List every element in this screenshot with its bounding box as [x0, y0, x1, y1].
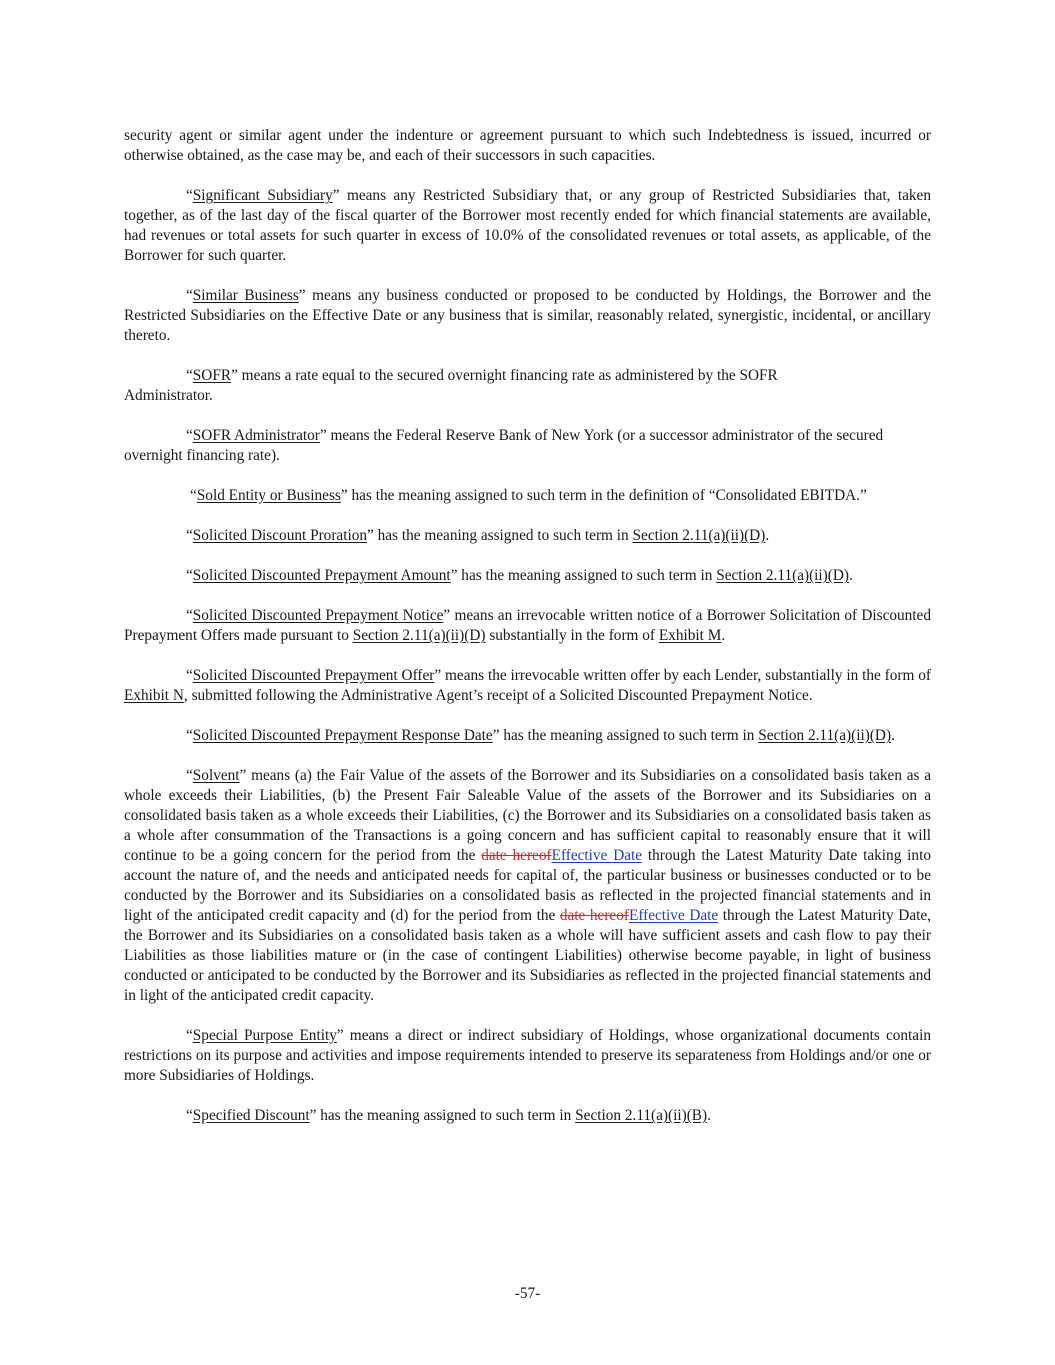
defined-term: Solicited Discount Proration — [192, 527, 367, 544]
defined-term: Solicited Discounted Prepayment Notice — [192, 607, 444, 624]
definition-solicited-discounted-prepayment-response-date — [124, 726, 931, 746]
inserted-text: Effective Date — [628, 907, 719, 924]
definition-solvent — [124, 766, 931, 1006]
definition-solicited-discount-proration — [124, 526, 931, 546]
defined-term: Solicited Discounted Prepayment Response Date — [192, 727, 493, 744]
punctuation: . — [849, 567, 853, 584]
open-quote: “ — [186, 607, 193, 624]
definition-solicited-discounted-prepayment-offer — [124, 666, 931, 706]
open-quote: “ — [186, 567, 193, 584]
open-quote: “ — [186, 527, 193, 544]
definition-sold-entity-or-business — [124, 486, 931, 506]
definition-significant-subsidiary — [124, 186, 931, 266]
definition-text: ” means (a) the Fair Value of the assets of the Borrower and its Subsidiaries on a consolidated basis taken as a whole exceeds their Liabilities, (b) the Present Fair Saleable Value of the assets of the Borrower and its Subsidiaries on a consolidated basis taken as a whole exceeds their Liabilities, (c) the Borrower and its Subsidiaries on a consolidated basis taken as a whole after consummation of the Transactions is a going concern and has sufficient capital to reasonably ensure that it will continue to be a going concern for the period from the — [124, 767, 931, 864]
page-number: -57- — [514, 1285, 541, 1302]
definition-sofr — [124, 366, 931, 406]
definition-text: ” has the meaning assigned to such term in — [450, 567, 717, 584]
definition-text: ” means any business conducted or proposed to be conducted by Holdings, the Borrower and the Restricted Subsidiaries on the Effective Date or any business that is similar, reasonably related, synergistic, incidental, or ancillary thereto. — [124, 287, 932, 344]
open-quote: “ — [186, 727, 193, 744]
definition-text: ” has the meaning assigned to such term in — [367, 527, 633, 544]
definition-text: substantially in the form of — [485, 627, 659, 644]
definition-sofr-administrator — [124, 426, 931, 466]
deleted-text: date hereof — [559, 907, 629, 924]
section-reference-link[interactable]: Section 2.11(a)(ii)(D) — [758, 727, 892, 744]
defined-term: Solicited Discounted Prepayment Amount — [192, 567, 451, 584]
definition-special-purpose-entity — [124, 1026, 931, 1086]
definition-text: ” has the meaning assigned to such term in — [492, 727, 759, 744]
punctuation: . — [891, 727, 895, 744]
exhibit-reference-link[interactable]: Exhibit M — [658, 627, 722, 644]
open-quote: “ — [186, 1027, 193, 1044]
definition-text: through the Latest Maturity Date taking into account the nature of, and the needs and anticipated needs for capital of, the particular business or businesses conducted or to be conducted by the Borrower and its Subsidiaries on a consolidated basis as reflected in the projected financial statements and in light of the anticipated credit capacity and (d) for the period from the — [124, 847, 931, 924]
defined-term: SOFR — [192, 367, 232, 384]
definition-text: ” means any Restricted Subsidiary that, or any group of Restricted Subsidiaries that, taken together, as of the last day of the fiscal quarter of the Borrower most recently ended for which financial statements are available, had revenues or total assets for such quarter in excess of 10.0% of the consolidated revenues or total assets, as applicable, of the Borrower for such quarter. — [124, 187, 931, 264]
defined-term: Solicited Discounted Prepayment Offer — [192, 667, 435, 684]
definition-text: ” has the meaning assigned to such term in the definition of “Consolidated EBITDA.” — [340, 487, 867, 504]
defined-term: Solvent — [192, 767, 240, 784]
section-reference-link[interactable]: Section 2.11(a)(ii)(D) — [632, 527, 766, 544]
definition-text: ” means a direct or indirect subsidiary of Holdings, whose organizational documents contain restrictions on its purpose and activities and impose requirements intended to preserve its separateness from Holdings and/or one or more Subsidiaries of Holdings. — [124, 1027, 931, 1084]
definition-solicited-discounted-prepayment-notice — [124, 606, 931, 646]
punctuation: . — [721, 627, 726, 644]
open-quote: “ — [190, 487, 197, 504]
definition-text: ” means the irrevocable written offer by each Lender, substantially in the form of — [434, 667, 931, 684]
definition-text: ” means the Federal Reserve Bank of New York (or a successor administrator of the secured overnight financing rate). — [124, 427, 884, 464]
definition-specified-discount — [124, 1106, 931, 1126]
definition-text: ” has the meaning assigned to such term in — [309, 1107, 576, 1124]
open-quote: “ — [186, 1107, 193, 1124]
defined-term: Similar Business — [192, 287, 299, 304]
punctuation: . — [765, 527, 770, 544]
section-reference-link[interactable]: Section 2.11(a)(ii)(D) — [716, 567, 850, 584]
open-quote: “ — [186, 187, 193, 204]
open-quote: “ — [186, 667, 193, 684]
document-body — [124, 126, 931, 1146]
paragraph-text: security agent or similar agent under the indenture or agreement pursuant to which such Indebtedness is issued, incurred or otherwise obtained, as the case may be, and each of their successors in such capacities. — [124, 127, 931, 164]
punctuation: . — [707, 1107, 711, 1124]
defined-term: Special Purpose Entity — [192, 1027, 337, 1044]
open-quote: “ — [186, 767, 193, 784]
definition-continuation — [124, 126, 931, 166]
defined-term: SOFR Administrator — [192, 427, 320, 444]
definition-similar-business — [124, 286, 931, 346]
exhibit-reference-link[interactable]: Exhibit N — [124, 687, 184, 704]
definition-text: , submitted following the Administrative Agent’s receipt of a Solicited Discounted Prepayment Notice. — [183, 687, 813, 704]
defined-term: Sold Entity or Business — [196, 487, 341, 504]
deleted-text: date hereof — [481, 847, 552, 864]
section-reference-link[interactable]: Section 2.11(a)(ii)(D) — [352, 627, 486, 644]
definition-text: ” means a rate equal to the secured overnight financing rate as administered by the SOFR Administrator. — [124, 367, 778, 404]
section-reference-link[interactable]: Section 2.11(a)(ii)(B) — [575, 1107, 708, 1124]
defined-term: Specified Discount — [192, 1107, 310, 1124]
open-quote: “ — [186, 287, 193, 304]
inserted-text: Effective Date — [551, 847, 643, 864]
open-quote: “ — [186, 367, 193, 384]
definition-solicited-discounted-prepayment-amount — [124, 566, 931, 586]
defined-term: Significant Subsidiary — [192, 187, 333, 204]
definition-text: through the Latest Maturity Date, the Borrower and its Subsidiaries on a consolidated basis taken as a whole will have sufficient assets and cash flow to pay their Liabilities as those liabilities mature or (in the case of contingent Liabilities) otherwise become payable, in light of business conducted or anticipated to be conducted by the Borrower and its Subsidiaries as reflected in the projected financial statements and in light of the anticipated credit capacity. — [124, 907, 931, 1004]
open-quote: “ — [186, 427, 193, 444]
definition-text: ” means an irrevocable written notice of a Borrower Solicitation of Discounted Prepayment Offers made pursuant to — [124, 607, 931, 644]
